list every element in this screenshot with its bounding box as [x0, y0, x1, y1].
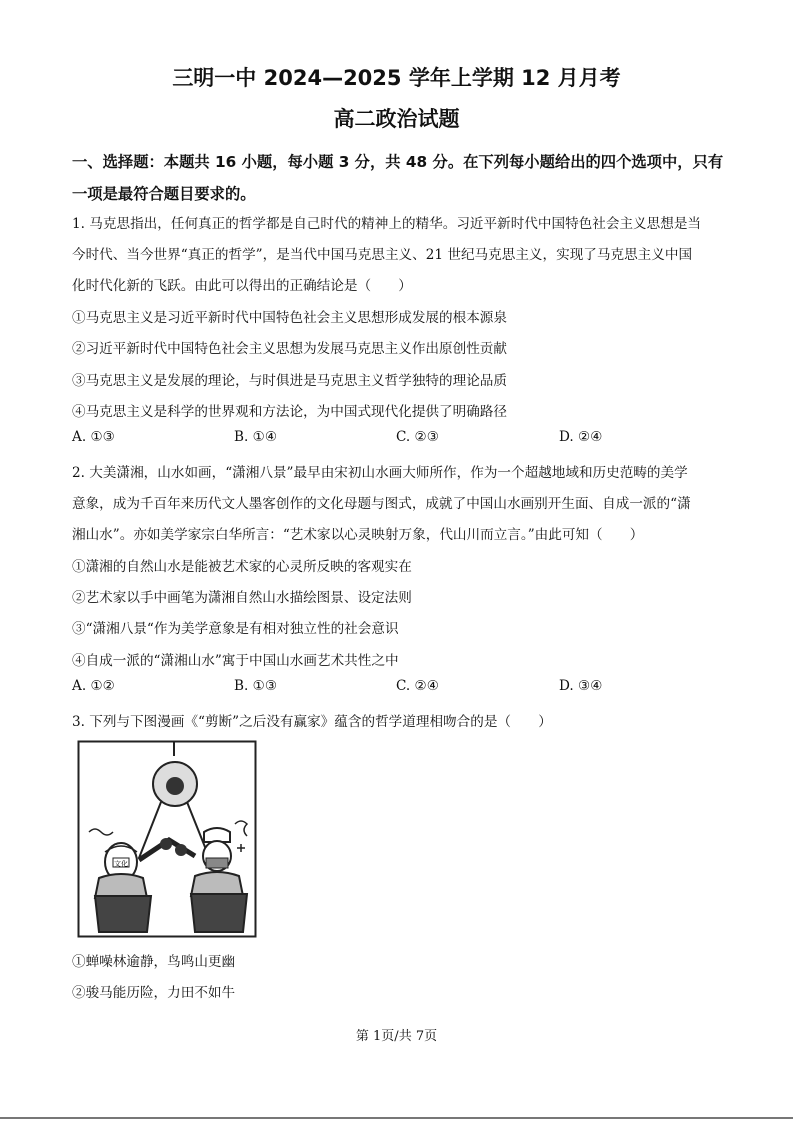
- q2-option-d[interactable]: D. ③④: [559, 678, 603, 694]
- q2-option-c[interactable]: C. ②④: [396, 678, 439, 694]
- q2-item-2: ②艺术家以手中画笔为潇湘自然山水描绘图景、设定法则: [72, 590, 412, 606]
- q1-item-2: ②习近平新时代中国特色社会主义思想为发展马克思主义作出原创性贡献: [72, 341, 507, 357]
- q1-stem-line-1: 1. 马克思指出，任何真正的哲学都是自己时代的精神上的精华。习近平新时代中国特色社会主义思想是当: [72, 216, 702, 232]
- q1-item-3: ③马克思主义是发展的理论，与时俱进是马克思主义哲学独特的理论品质: [72, 373, 507, 389]
- q2-stem-line-1: 2. 大美潇湘，山水如画，“潇湘八景”最早由宋初山水画大师所作，作为一个超越地域和历史范畴的美学: [72, 465, 688, 481]
- exam-subtitle: 高二政治试题: [333, 107, 460, 131]
- q1-stem-line-2: 今时代、当今世界“真正的哲学”，是当代中国马克思主义、21 世纪马克思主义，实现了马克思主义中国: [72, 247, 693, 263]
- section-heading-line-1: 一、选择题：本题共 16 小题，每小题 3 分，共 48 分。在下列每小题给出的四个选项中，只有: [72, 153, 724, 171]
- section-heading-line-2: 一项是最符合题目要求的。: [72, 185, 256, 203]
- q1-item-1: ①马克思主义是习近平新时代中国特色社会主义思想形成发展的根本源泉: [72, 310, 507, 326]
- q3-item-2: ②骏马能历险，力田不如牛: [72, 985, 236, 1001]
- q1-option-d[interactable]: D. ②④: [559, 429, 603, 445]
- page-footer: 第 1页/共 7页: [355, 1029, 438, 1044]
- q2-item-1: ①潇湘的自然山水是能被艺术家的心灵所反映的客观实在: [72, 559, 412, 575]
- cartoon-badge: 文化: [114, 860, 128, 868]
- q2-item-3: ③“潇湘八景“作为美学意象是有相对独立性的社会意识: [72, 621, 399, 637]
- bottom-divider: [0, 1117, 793, 1119]
- q1-option-a[interactable]: A. ①③: [72, 429, 115, 445]
- q2-stem-line-2: 意象，成为千百年来历代文人墨客创作的文化母题与图式，成就了中国山水画别开生面、自成一派的“潇: [72, 496, 691, 512]
- q2-option-b[interactable]: B. ①③: [234, 678, 278, 694]
- q2-option-a[interactable]: A. ①②: [72, 678, 115, 694]
- cartoon-illustration: [77, 740, 257, 938]
- q3-item-1: ①蝉噪林逾静，鸟鸣山更幽: [72, 954, 236, 970]
- q1-option-b[interactable]: B. ①④: [234, 429, 278, 445]
- q1-option-c[interactable]: C. ②③: [396, 429, 439, 445]
- exam-title: 三明一中 2024—2025 学年上学期 12 月月考: [172, 66, 621, 90]
- q1-stem-line-3: 化时代化新的飞跃。由此可以得出的正确结论是（ ）: [72, 278, 412, 294]
- q3-stem: 3. 下列与下图漫画《“剪断”之后没有赢家》蕴含的哲学道理相吻合的是（ ）: [72, 714, 552, 730]
- q2-stem-line-3: 湘山水”。亦如美学家宗白华所言：“艺术家以心灵映射万象，代山川而立言。”由此可知（ ）: [72, 527, 644, 543]
- q1-item-4: ④马克思主义是科学的世界观和方法论，为中国式现代化提供了明确路径: [72, 404, 507, 420]
- q2-item-4: ④自成一派的“潇湘山水”寓于中国山水画艺术共性之中: [72, 653, 399, 669]
